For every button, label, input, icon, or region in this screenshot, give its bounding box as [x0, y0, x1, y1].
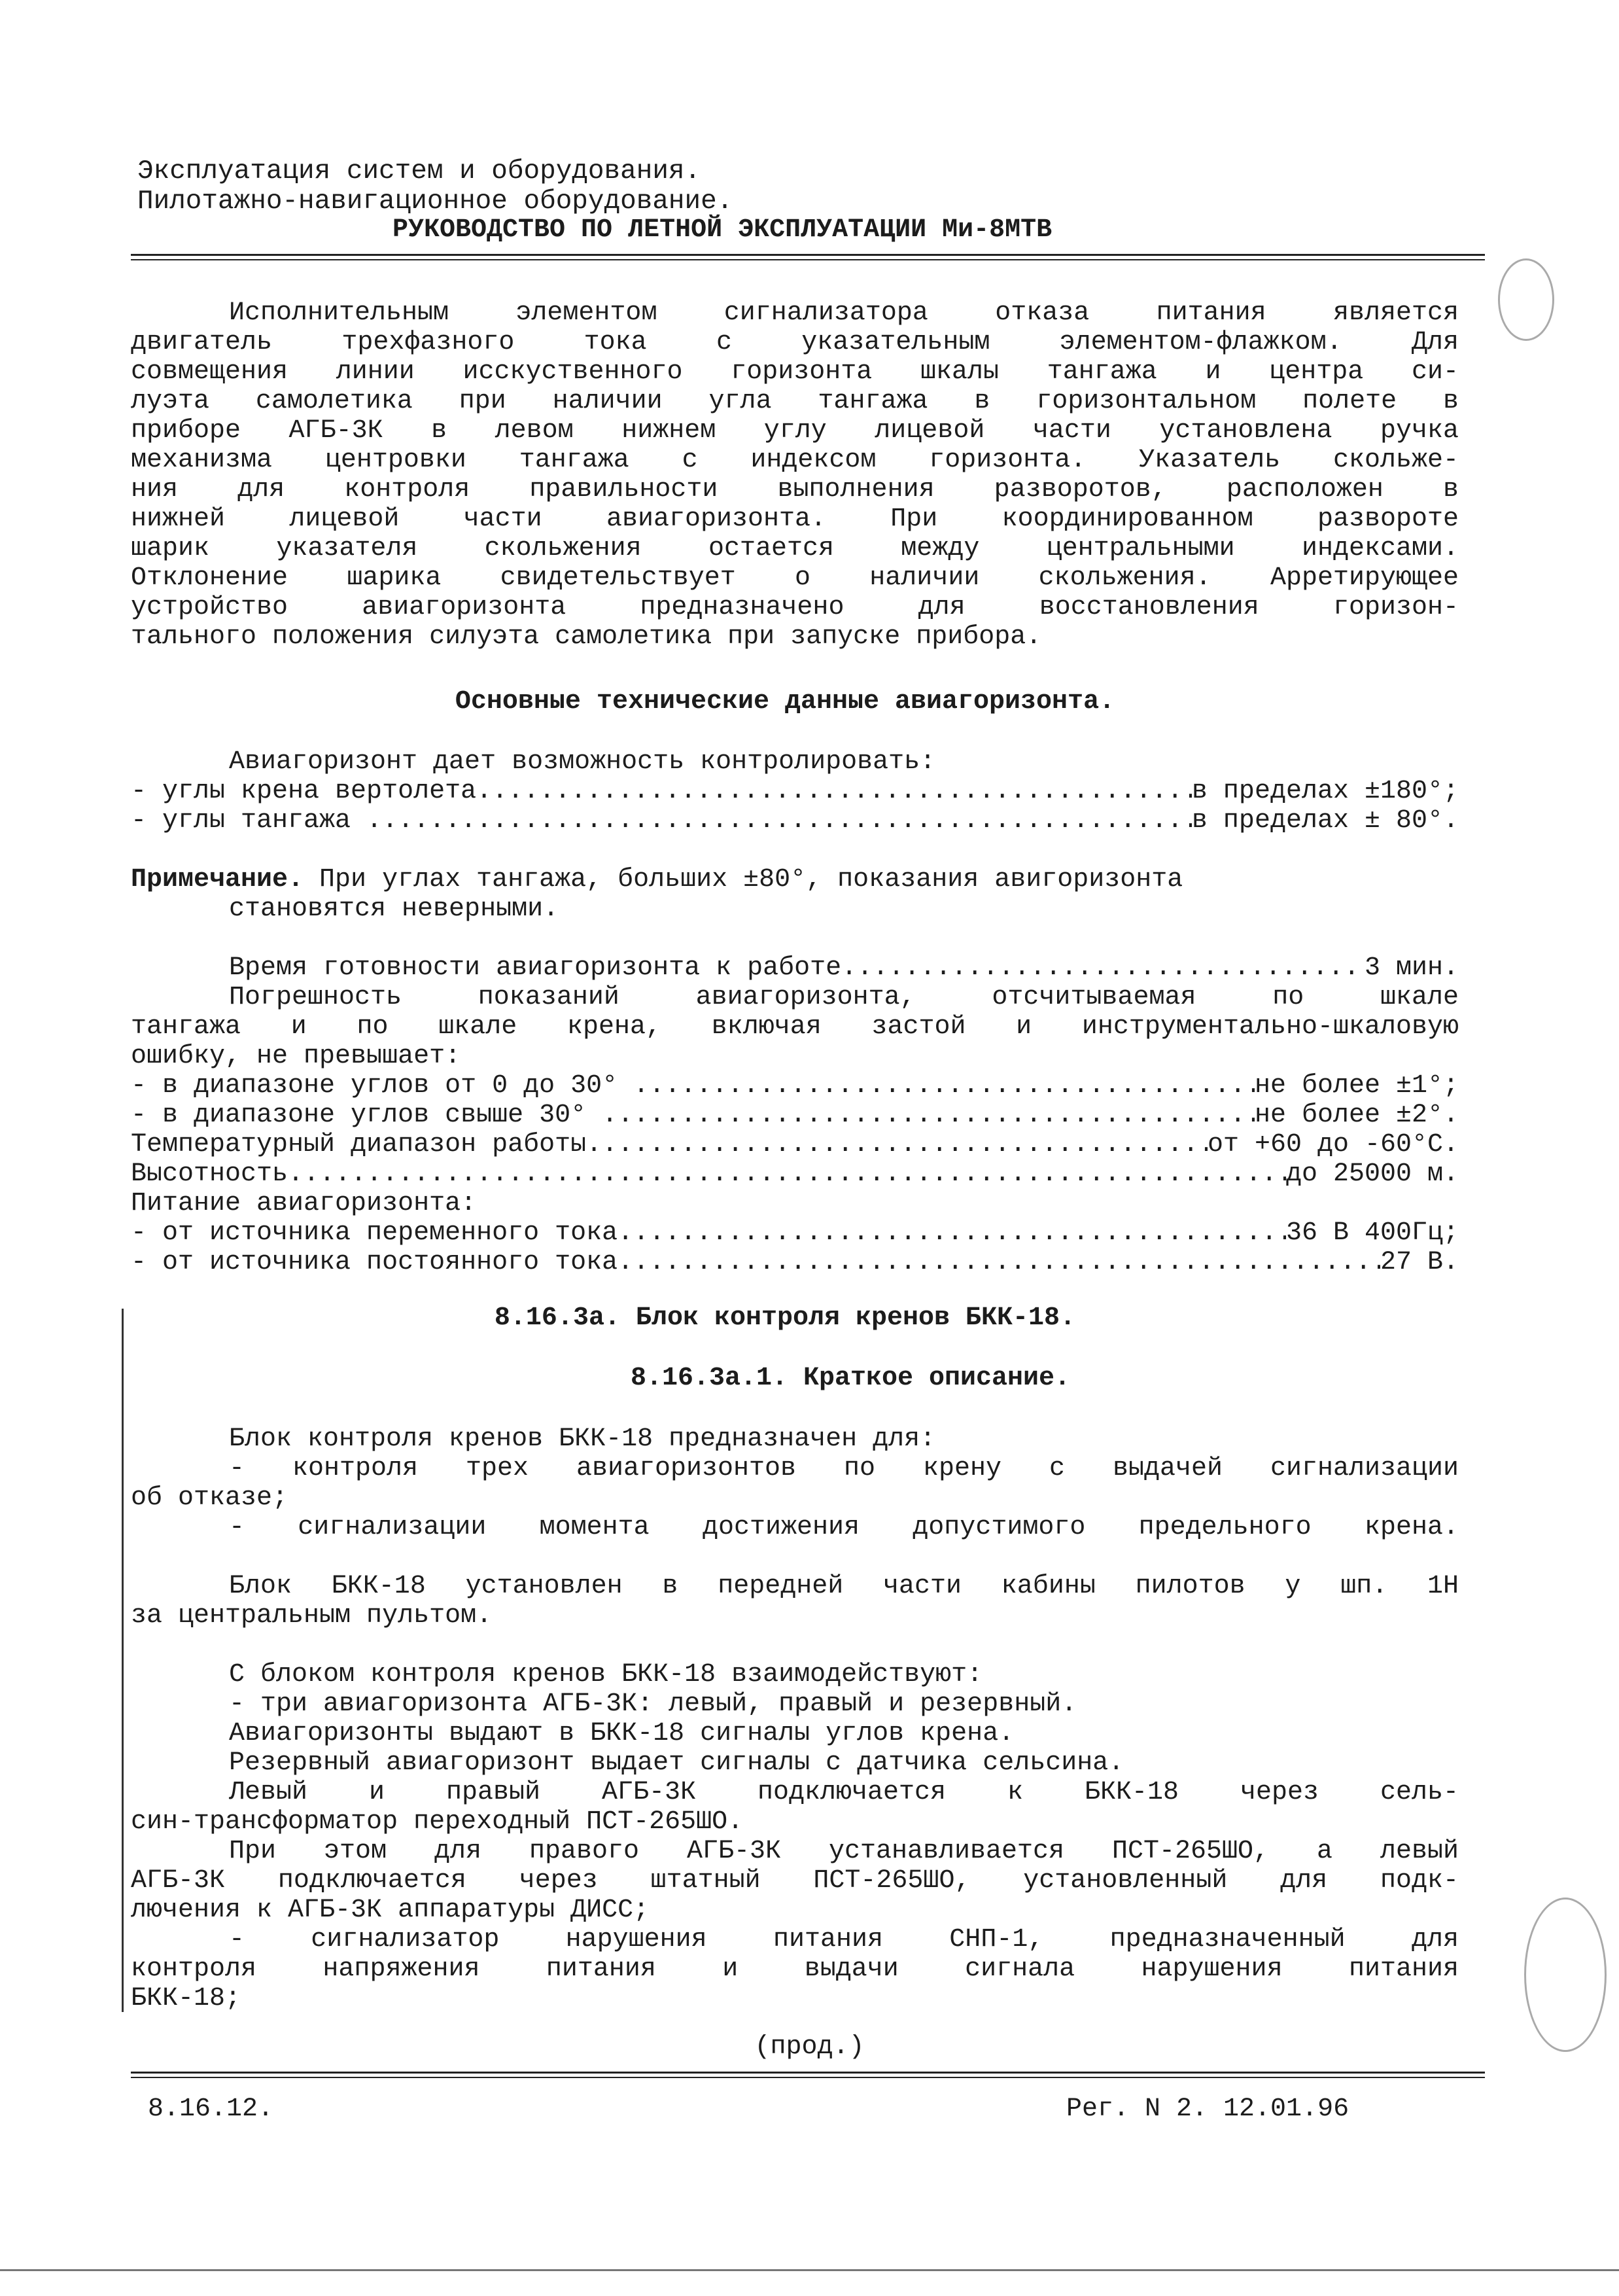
spec-label: - в диапазоне углов от 0 до 30° [131, 1071, 634, 1101]
spec-label: - в диапазоне углов свыше 30° [131, 1101, 602, 1130]
spec-label: Время готовности авиагоризонта к работе [229, 953, 842, 983]
bkk-location-line: Блок БКК-18 установлен в передней части кабины пилотов у шп. 1Н [229, 1572, 1459, 1601]
spec-row [131, 1071, 1459, 1101]
spec-row [131, 777, 1459, 806]
spec-label: - углы крена вертолета [131, 777, 477, 806]
accuracy-line: Погрешность показаний авиагоризонта, отсчитываемая по шкале [229, 983, 1459, 1012]
note-label: Примечание. [131, 865, 304, 894]
intro-line: Исполнительным элементом сигнализатора отказа питания является [229, 298, 1459, 328]
note-line-2: становятся неверными. [229, 894, 559, 924]
hole-punch-mark [1524, 1898, 1607, 2052]
scan-edge [0, 2269, 1619, 2271]
bkk-interaction-line: При этом для правого АГБ-3К устанавливается ПСТ-265ШО, а левый [229, 1837, 1459, 1866]
spec-label: Высотность [131, 1159, 288, 1189]
intro-line: двигатель трехфазного тока с указательным элементом-флажком. Для [131, 328, 1459, 357]
page-number: 8.16.12. [148, 2094, 274, 2124]
bkk-interaction-line: - три авиагоризонта АГБ-3К: левый, правый и резервный. [229, 1689, 1077, 1719]
intro-line: ния для контроля правильности выполнения разворотов, расположен в [131, 475, 1459, 504]
header-rule-thin [131, 259, 1485, 260]
intro-line: тального положения силуэта самолетика при запуске прибора. [131, 622, 1042, 652]
header-rule [131, 254, 1485, 256]
bkk-location-line: за центральным пультом. [131, 1601, 493, 1631]
intro-line: нижней лицевой части авиагоризонта. При координированном развороте [131, 504, 1459, 534]
leader-dots [586, 1130, 1208, 1159]
bkk-interaction-line: С блоком контроля кренов БКК-18 взаимодействуют: [229, 1660, 983, 1689]
leader-dots [366, 806, 1192, 836]
spec-label: - углы тангажа [131, 806, 367, 836]
intro-line: луэта самолетика при наличии угла тангажа в горизонтальном полете в [131, 387, 1459, 416]
intro-line: Отклонение шарика свидетельствует о наличии скольжения. Арретирующее [131, 563, 1459, 593]
bkk-interaction-line: Авиагоризонты выдают в БКК-18 сигналы углов крена. [229, 1719, 1015, 1748]
bkk-interaction-line: син-трансформатор переходный ПСТ-265ШО. [131, 1807, 744, 1837]
intro-line: шарик указателя скольжения остается между центральными индексами. [131, 534, 1459, 563]
spec-row [131, 1101, 1459, 1130]
accuracy-line: тангажа и по шкале крена, включая застой и инструментально-шкаловую [131, 1012, 1459, 1042]
spec-value: 36 В 400Гц; [1285, 1218, 1459, 1248]
spec-label: - от источника постоянного тока [131, 1248, 618, 1277]
spec-value: от +60 до -60°С. [1207, 1130, 1459, 1159]
note-text: При углах тангажа, больших ±80°, показания авигоризонта [304, 865, 1183, 894]
bkk-interaction-line: - сигнализатор нарушения питания СНП-1, предназначенный для [229, 1925, 1459, 1954]
spec-row [131, 953, 1459, 983]
tech-data-heading: Основные технические данные авиагоризонта. [455, 687, 1115, 716]
power-heading: Питание авиагоризонта: [131, 1189, 477, 1218]
spec-value: 3 мин. [1364, 953, 1459, 983]
control-intro: Авиагоризонт дает возможность контролировать: [229, 747, 936, 777]
revision-info: Рег. N 2. 12.01.96 [1066, 2094, 1349, 2124]
footer-rule [131, 2072, 1485, 2074]
spec-value: не более ±1°; [1254, 1071, 1459, 1101]
revision-bar [122, 1309, 124, 2012]
footer-rule-thin [131, 2077, 1485, 2078]
subsection-title: 8.16.3а.1. Краткое описание. [630, 1364, 1071, 1393]
continued-marker: (прод.) [754, 2032, 865, 2062]
spec-row [131, 1248, 1459, 1277]
spec-label: - от источника переменного тока [131, 1218, 618, 1248]
bkk-interaction-line: Левый и правый АГБ-3К подключается к БКК-18 через сель- [229, 1778, 1459, 1807]
leader-dots [618, 1218, 1286, 1248]
section-title: 8.16.3а. Блок контроля кренов БКК-18. [494, 1303, 1076, 1333]
bkk-interaction-line: контроля напряжения питания и выдачи сигнала нарушения питания [131, 1954, 1459, 1984]
bkk-interaction-line: лючения к АГБ-3К аппаратуры ДИСС; [131, 1896, 650, 1925]
intro-line: механизма центровки тангажа с индексом горизонта. Указатель скольже- [131, 446, 1459, 475]
leader-dots [633, 1071, 1255, 1101]
spec-label: Температурный диапазон работы [131, 1130, 587, 1159]
intro-line: совмещения линии исскуственного горизонта шкалы тангажа и центра си- [131, 357, 1459, 387]
bkk-purpose-line: Блок контроля кренов БКК-18 предназначен для: [229, 1424, 936, 1454]
bkk-interaction-line: АГБ-3К подключается через штатный ПСТ-265ШО, установленный для подк- [131, 1866, 1459, 1896]
spec-value: до 25000 м. [1285, 1159, 1459, 1189]
bkk-purpose-line: - сигнализации момента достижения допустимого предельного крена. [229, 1513, 1459, 1542]
hole-punch-mark [1498, 258, 1554, 341]
spec-row [131, 1218, 1459, 1248]
spec-row [131, 806, 1459, 836]
intro-line: устройство авиагоризонта предназначено для восстановления горизон- [131, 593, 1459, 622]
bkk-purpose-line: - контроля трех авиагоризонтов по крену с выдачей сигнализации [229, 1454, 1459, 1483]
accuracy-line: ошибку, не превышает: [131, 1042, 461, 1071]
leader-dots [288, 1159, 1286, 1189]
spec-value: 27 В. [1380, 1248, 1459, 1277]
bkk-purpose-line: об отказе; [131, 1483, 288, 1513]
header-line-1: Эксплуатация систем и оборудования. [137, 156, 701, 186]
spec-value: в пределах ± 80°. [1191, 806, 1459, 836]
intro-line: приборе АГБ-3К в левом нижнем углу лицевой части установлена ручка [131, 416, 1459, 446]
note-line [131, 865, 1459, 894]
header-line-2: Пилотажно-навигационное оборудование. [137, 186, 733, 217]
leader-dots [618, 1248, 1380, 1277]
spec-row [131, 1159, 1459, 1189]
spec-row [131, 1130, 1459, 1159]
spec-value: не более ±2°. [1254, 1101, 1459, 1130]
bkk-interaction-line: БКК-18; [131, 1984, 241, 2013]
manual-title: РУКОВОДСТВО ПО ЛЕТНОЙ ЭКСПЛУАТАЦИИ Ми-8МТВ [392, 215, 1053, 245]
bkk-interaction-line: Резервный авиагоризонт выдает сигналы с датчика сельсина. [229, 1748, 1124, 1778]
leader-dots [841, 953, 1365, 983]
leader-dots [602, 1101, 1255, 1130]
spec-value: в пределах ±180°; [1191, 777, 1459, 806]
leader-dots [476, 777, 1192, 806]
